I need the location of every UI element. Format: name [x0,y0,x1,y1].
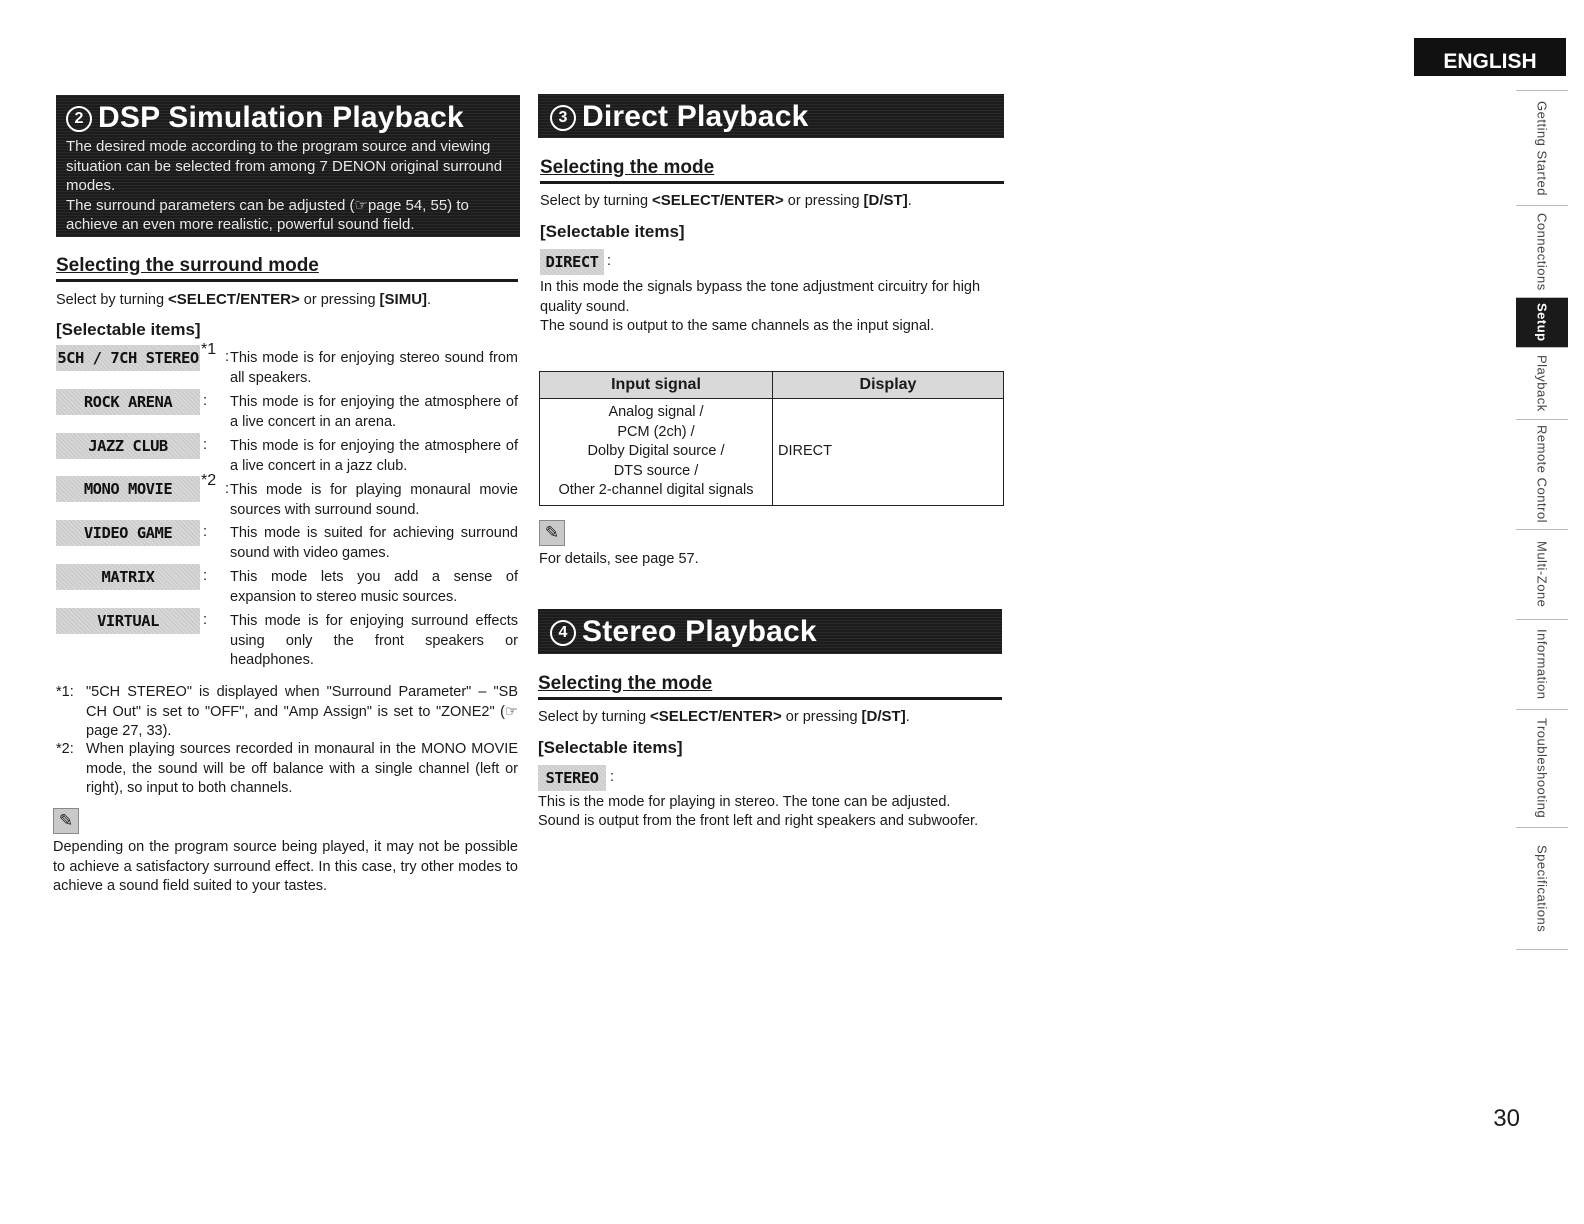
direct-desc-1: In this mode the signals bypass the tone adjustment circuitry for high quality sound. [540,279,981,315]
item-colon: : [610,769,615,785]
mode-desc-5ch-7ch-stereo: This mode is for enjoying stereo sound from all speakers. [230,350,518,386]
mode-desc-video-game: This mode is suited for achieving surround sound with video games. [230,525,518,561]
mode-tag-matrix: MATRIX [56,564,200,590]
section-number: 2 [66,106,92,132]
side-nav [1516,90,1568,950]
direct-select-instruction: Select by turning <SELECT/ENTER> or pressing [D/ST]. [540,192,912,209]
direct-heading: Selecting the mode [540,157,1004,184]
stereo-select-instruction: Select by turning <SELECT/ENTER> or pressing [D/ST]. [538,708,910,725]
col-display: Display [773,372,1004,399]
footnote-mark: *1 [201,341,217,358]
mode-desc-matrix: This mode lets you add a sense of expansion to stereo music sources. [230,569,518,605]
mode-tag-direct: DIRECT [540,249,604,275]
side-tab-multi-zone[interactable]: Multi-Zone [1516,530,1568,620]
dsp-title: 2 DSP Simulation Playback [66,101,510,135]
language-label: ENGLISH [1443,50,1537,73]
dsp-selectable-heading: [Selectable items] [56,320,201,339]
side-tab-information[interactable]: Information [1516,620,1568,710]
direct-desc-2: The sound is output to the same channels as the input signal. [540,318,935,334]
note-pencil-icon: ✎ [539,520,565,546]
mode-desc-mono-movie: This mode is for playing monaural movie sources with surround sound. [230,482,518,518]
mode-tag-video-game: VIDEO GAME [56,520,200,546]
footnote-mark: *2 [201,472,217,489]
item-colon: : [203,524,208,540]
mode-tag-jazz-club: JAZZ CLUB [56,433,200,459]
direct-note: For details, see page 57. [539,551,699,567]
display-value: DIRECT [773,399,1004,506]
mode-desc-jazz-club: This mode is for enjoying the atmosphere of a live concert in a jazz club. [230,438,518,474]
item-colon: : [203,437,208,453]
direct-selectable-heading: [Selectable items] [540,222,685,241]
dsp-note: Depending on the program source being played, it may not be possible to achieve a satisfactory surround effect. In this case, try other modes to achieve a sound field suited to your tastes. [53,839,518,894]
dsp-banner [56,95,520,237]
section-number: 4 [550,620,576,646]
footnote-1-mark: *1: [56,684,74,700]
page-number: 30 [1493,1105,1520,1132]
dsp-heading: Selecting the surround mode [56,255,518,282]
stereo-desc-2: Sound is output from the front left and right speakers and subwoofer. [538,813,979,829]
item-colon: : [203,612,208,628]
side-tab-playback[interactable]: Playback [1516,348,1568,420]
side-tab-setup[interactable]: Setup [1516,298,1568,348]
direct-title: 3 Direct Playback [550,100,1004,134]
mode-tag-rock-arena: ROCK ARENA [56,389,200,415]
mode-tag-stereo: STEREO [538,765,606,791]
stereo-title: 4 Stereo Playback [550,615,1002,649]
footnote-2: When playing sources recorded in monaural in the MONO MOVIE mode, the sound will be off balance with a single channel (left or right), so input to both channels. [86,741,518,796]
footnote-1: "5CH STEREO" is displayed when "Surround Parameter" – "SB CH Out" is set to "OFF", and "Amp Assign" is set to "ZONE2" (☞page 27, 33). [86,684,518,739]
dsp-intro-2: The surround parameters can be adjusted (☞page 54, 55) to achieve an even more realistic, powerful sound field. [66,196,469,233]
stereo-banner [538,609,1002,654]
stereo-selectable-heading: [Selectable items] [538,738,683,757]
side-tab-connections[interactable]: Connections [1516,206,1568,298]
language-tab [1414,38,1566,76]
mode-tag-mono-movie: MONO MOVIE [56,476,200,502]
item-colon: : [225,349,230,365]
col-input-signal: Input signal [540,372,773,399]
stereo-heading: Selecting the mode [538,673,1002,700]
mode-tag-virtual: VIRTUAL [56,608,200,634]
direct-banner [538,94,1004,138]
side-tab-remote-control[interactable]: Remote Control [1516,420,1568,530]
mode-desc-rock-arena: This mode is for enjoying the atmosphere of a live concert in an arena. [230,394,518,430]
item-colon: : [203,568,208,584]
item-colon: : [607,253,612,269]
item-colon: : [225,481,230,497]
item-colon: : [203,393,208,409]
side-tab-getting-started[interactable]: Getting Started [1516,90,1568,206]
table-header-row [540,372,1004,399]
side-tab-troubleshooting[interactable]: Troubleshooting [1516,710,1568,828]
note-pencil-icon: ✎ [53,808,79,834]
dsp-intro-1: The desired mode according to the program source and viewing situation can be selected from among 7 DENON original surround modes. [66,138,503,194]
table-row [540,399,1004,506]
section-number: 3 [550,105,576,131]
mode-tag-5ch-7ch-stereo: 5CH / 7CH STEREO [56,345,200,371]
stereo-desc-1: This is the mode for playing in stereo. The tone can be adjusted. [538,794,951,810]
mode-desc-virtual: This mode is for enjoying surround effects using only the front speakers or headphones. [230,613,518,668]
input-signal-list: Analog signal / PCM (2ch) / Dolby Digital source / DTS source / Other 2-channel digital signals [540,399,773,506]
side-tab-specifications[interactable]: Specifications [1516,828,1568,950]
dsp-select-instruction: Select by turning <SELECT/ENTER> or pressing [SIMU]. [56,291,432,308]
input-signal-table [539,371,1004,506]
footnote-2-mark: *2: [56,741,74,757]
